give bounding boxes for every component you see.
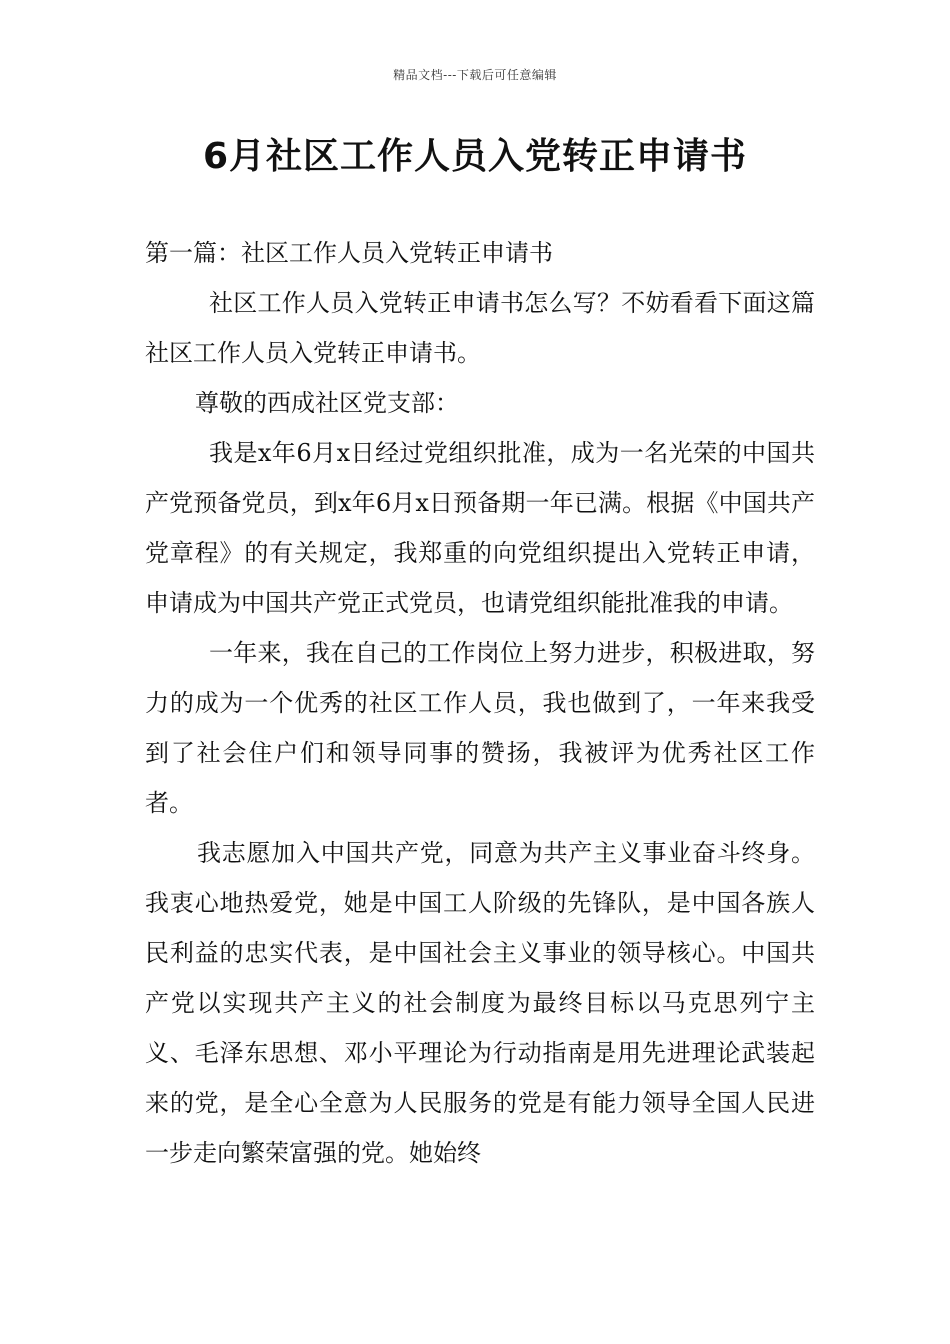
body-paragraph: 一年来，我在自己的工作岗位上努力进步，积极进取，努力的成为一个优秀的社区工作人员，我也做到了，一年来我受到了社会住户们和领导同事的赞扬，我被评为优秀社区工作者。	[145, 639, 815, 817]
salutation: 尊敬的西成社区党支部：	[195, 389, 459, 417]
header-note: 精品文档---下载后可任意编辑	[393, 68, 557, 82]
body-paragraph: 我志愿加入中国共产党，同意为共产主义事业奋斗终身。我衷心地热爱党，她是中国工人阶级的先锋队，是中国各族人民利益的忠实代表，是中国社会主义事业的领导核心。中国共产党以实现共产主义的社会制度为最终目标以马克思列宁主义、毛泽东思想、邓小平理论为行动指南是用先进理论武装起来的党，是全心全意为人民服务的党是有能力领导全国人民进一步走向繁荣富强的党。她始终	[145, 839, 815, 1167]
body-paragraph: 我是x年6月x日经过党组织批准，成为一名光荣的中国共产党预备党员，到x年6月x日预备期一年已满。根据《中国共产党章程》的有关规定，我郑重的向党组织提出入党转正申请，申请成为中国共产党正式党员，也请党组织能批准我的申请。	[145, 439, 815, 617]
section-heading: 第一篇：社区工作人员入党转正申请书	[145, 239, 553, 267]
document-title: 6月社区工作人员入党转正申请书	[202, 136, 748, 177]
document-body	[145, 228, 815, 1178]
intro-paragraph: 社区工作人员入党转正申请书怎么写？不妨看看下面这篇社区工作人员入党转正申请书。	[145, 289, 815, 367]
